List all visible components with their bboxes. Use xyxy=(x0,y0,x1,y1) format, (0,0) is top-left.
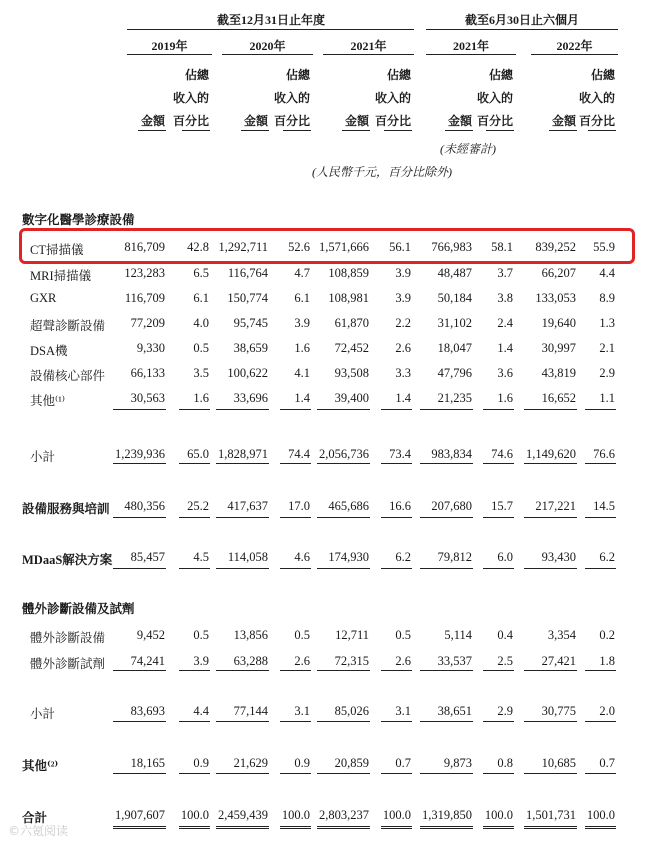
cell-pct: 0.5 xyxy=(193,628,209,642)
cell-amount: 116,709 xyxy=(124,291,165,305)
cell-pct: 6.2 xyxy=(395,550,411,564)
table-rule xyxy=(483,568,514,569)
unit-note: (人民幣千元，百分比除外) xyxy=(312,165,452,179)
section-title-other: 其他⁽²⁾ xyxy=(22,759,59,773)
cell-amount: 1,907,607 xyxy=(115,808,165,822)
year-header: 2019年 xyxy=(151,39,188,53)
table-rule xyxy=(524,670,577,671)
cell-amount: 108,859 xyxy=(328,266,369,280)
pct-header: 收入的 xyxy=(578,91,615,105)
table-rule xyxy=(524,568,577,569)
table-rule xyxy=(420,773,473,774)
table-rule xyxy=(317,568,370,569)
table-rule xyxy=(179,670,210,671)
highlight-box xyxy=(19,228,635,264)
cell-pct: 0.8 xyxy=(497,756,513,770)
cell-pct: 3.9 xyxy=(193,654,209,668)
cell-amount: 133,053 xyxy=(535,291,576,305)
cell-pct: 2.6 xyxy=(395,654,411,668)
cell-amount: 10,685 xyxy=(541,756,576,770)
cell-amount: 1,319,850 xyxy=(422,808,472,822)
cell-pct: 0.9 xyxy=(193,756,209,770)
cell-amount: 1,292,711 xyxy=(218,240,268,254)
row-label: 其他⁽¹⁾ xyxy=(30,394,65,408)
cell-amount: 79,812 xyxy=(437,550,472,564)
cell-amount: 9,452 xyxy=(136,628,165,642)
cell-amount: 72,315 xyxy=(334,654,369,668)
row-label: 小計 xyxy=(30,707,56,721)
cell-amount: 63,288 xyxy=(233,654,268,668)
cell-amount: 207,680 xyxy=(431,499,472,513)
table-rule xyxy=(216,568,269,569)
table-rule xyxy=(317,409,370,410)
cell-pct: 42.8 xyxy=(187,240,209,254)
cell-pct: 1.3 xyxy=(599,316,615,330)
cell-pct: 4.4 xyxy=(599,266,615,280)
cell-amount: 1,501,731 xyxy=(526,808,576,822)
pct-header: 佔總 xyxy=(386,68,411,82)
cell-amount: 2,459,439 xyxy=(218,808,268,822)
table-rule xyxy=(524,826,577,829)
table-rule xyxy=(483,517,514,518)
table-rule xyxy=(216,517,269,518)
row-label: 體外診斷設備 xyxy=(30,631,106,645)
table-rule xyxy=(420,826,473,829)
cell-amount: 19,640 xyxy=(541,316,576,330)
cell-amount: 21,235 xyxy=(437,391,472,405)
table-rule xyxy=(179,721,210,722)
pct-header: 收入的 xyxy=(476,91,513,105)
cell-pct: 1.4 xyxy=(395,391,411,405)
table-rule xyxy=(588,130,616,131)
cell-amount: 38,651 xyxy=(437,704,472,718)
year-header: 2021年 xyxy=(452,39,489,53)
table-rule xyxy=(280,463,311,464)
pct-header: 佔總 xyxy=(285,68,310,82)
cell-pct: 25.2 xyxy=(187,499,209,513)
pct-header: 百分比 xyxy=(476,114,513,128)
cell-pct: 1.4 xyxy=(497,341,513,355)
cell-pct: 4.1 xyxy=(294,366,310,380)
table-rule xyxy=(585,517,616,518)
cell-amount: 1,828,971 xyxy=(218,447,268,461)
cell-amount: 9,330 xyxy=(136,341,165,355)
table-rule xyxy=(524,463,577,464)
cell-amount: 93,508 xyxy=(334,366,369,380)
table-rule xyxy=(381,463,412,464)
table-rule xyxy=(420,463,473,464)
pct-header: 佔總 xyxy=(590,68,615,82)
year-header: 2022年 xyxy=(556,39,593,53)
cell-pct: 2.5 xyxy=(497,654,513,668)
cell-amount: 21,629 xyxy=(233,756,268,770)
table-rule xyxy=(483,670,514,671)
cell-amount: 48,487 xyxy=(437,266,472,280)
table-rule xyxy=(113,463,166,464)
cell-pct: 1.6 xyxy=(193,391,209,405)
table-rule xyxy=(585,826,616,829)
cell-amount: 3,354 xyxy=(547,628,576,642)
pct-header: 百分比 xyxy=(374,114,411,128)
table-rule xyxy=(585,773,616,774)
cell-pct: 0.5 xyxy=(395,628,411,642)
pct-header: 百分比 xyxy=(578,114,615,128)
table-rule xyxy=(179,568,210,569)
cell-amount: 5,114 xyxy=(444,628,472,642)
table-rule xyxy=(585,568,616,569)
cell-pct: 100.0 xyxy=(484,808,513,822)
cell-pct: 1.4 xyxy=(294,391,310,405)
cell-amount: 95,745 xyxy=(233,316,268,330)
table-rule xyxy=(524,721,577,722)
row-label: 小計 xyxy=(30,450,56,464)
table-rule xyxy=(483,409,514,410)
amount-header: 金額 xyxy=(243,114,268,128)
cell-pct: 6.0 xyxy=(497,550,513,564)
pct-header: 收入的 xyxy=(374,91,411,105)
year-header: 2021年 xyxy=(350,39,387,53)
cell-amount: 27,421 xyxy=(541,654,576,668)
cell-pct: 1.6 xyxy=(294,341,310,355)
table-rule xyxy=(381,826,412,829)
table-rule xyxy=(585,721,616,722)
cell-amount: 47,796 xyxy=(437,366,472,380)
table-rule xyxy=(280,409,311,410)
cell-amount: 417,637 xyxy=(227,499,268,513)
cell-amount: 465,686 xyxy=(328,499,369,513)
table-rule xyxy=(127,54,212,55)
table-rule xyxy=(179,409,210,410)
table-rule xyxy=(179,826,210,829)
cell-amount: 983,834 xyxy=(431,447,472,461)
table-rule xyxy=(283,130,311,131)
cell-pct: 4.7 xyxy=(294,266,310,280)
table-rule xyxy=(585,409,616,410)
table-rule xyxy=(127,29,414,30)
cell-pct: 4.6 xyxy=(294,550,310,564)
table-rule xyxy=(113,773,166,774)
cell-pct: 15.7 xyxy=(491,499,513,513)
row-label: DSA機 xyxy=(30,344,68,358)
cell-pct: 3.5 xyxy=(193,366,209,380)
cell-amount: 85,457 xyxy=(130,550,165,564)
table-rule xyxy=(280,517,311,518)
cell-amount: 85,026 xyxy=(334,704,369,718)
table-rule xyxy=(317,826,370,829)
row-label: CT掃描儀 xyxy=(30,243,84,257)
cell-pct: 100.0 xyxy=(281,808,310,822)
cell-pct: 6.1 xyxy=(294,291,310,305)
table-rule xyxy=(483,773,514,774)
table-rule xyxy=(216,409,269,410)
cell-pct: 74.6 xyxy=(491,447,513,461)
row-label: GXR xyxy=(30,291,57,305)
table-rule xyxy=(420,517,473,518)
table-rule xyxy=(585,670,616,671)
cell-pct: 2.2 xyxy=(395,316,411,330)
table-rule xyxy=(384,130,412,131)
cell-amount: 116,764 xyxy=(227,266,268,280)
cell-pct: 0.4 xyxy=(497,628,513,642)
cell-amount: 39,400 xyxy=(334,391,369,405)
table-rule xyxy=(216,773,269,774)
cell-pct: 2.4 xyxy=(497,316,513,330)
cell-amount: 1,571,666 xyxy=(319,240,369,254)
cell-pct: 4.4 xyxy=(193,704,209,718)
cell-amount: 114,058 xyxy=(227,550,268,564)
table-rule xyxy=(317,670,370,671)
table-rule xyxy=(113,721,166,722)
pct-header: 佔總 xyxy=(184,68,209,82)
cell-amount: 83,693 xyxy=(130,704,165,718)
table-rule xyxy=(280,670,311,671)
table-rule xyxy=(317,721,370,722)
cell-amount: 174,930 xyxy=(328,550,369,564)
cell-pct: 6.5 xyxy=(193,266,209,280)
year-header: 2020年 xyxy=(249,39,286,53)
cell-amount: 150,774 xyxy=(227,291,268,305)
table-rule xyxy=(483,721,514,722)
cell-amount: 50,184 xyxy=(437,291,472,305)
cell-pct: 3.1 xyxy=(395,704,411,718)
cell-pct: 1.8 xyxy=(599,654,615,668)
cell-pct: 14.5 xyxy=(593,499,615,513)
cell-amount: 217,221 xyxy=(535,499,576,513)
cell-pct: 1.6 xyxy=(497,391,513,405)
table-rule xyxy=(483,463,514,464)
table-rule xyxy=(216,721,269,722)
cell-pct: 2.6 xyxy=(395,341,411,355)
cell-amount: 16,652 xyxy=(541,391,576,405)
cell-pct: 1.1 xyxy=(599,391,615,405)
table-rule xyxy=(585,463,616,464)
cell-amount: 30,997 xyxy=(541,341,576,355)
table-rule xyxy=(549,130,577,131)
cell-amount: 43,819 xyxy=(541,366,576,380)
cell-amount: 13,856 xyxy=(233,628,268,642)
cell-amount: 77,144 xyxy=(233,704,268,718)
cell-pct: 0.2 xyxy=(599,628,615,642)
cell-amount: 839,252 xyxy=(535,240,576,254)
cell-amount: 33,537 xyxy=(437,654,472,668)
row-label: 設備核心部件 xyxy=(30,369,106,383)
cell-amount: 61,870 xyxy=(334,316,369,330)
cell-amount: 100,622 xyxy=(227,366,268,380)
table-rule xyxy=(222,54,313,55)
pct-header: 百分比 xyxy=(172,114,209,128)
table-rule xyxy=(420,409,473,410)
table-rule xyxy=(524,409,577,410)
cell-pct: 3.7 xyxy=(497,266,513,280)
cell-pct: 3.9 xyxy=(294,316,310,330)
table-rule xyxy=(113,670,166,671)
table-rule xyxy=(381,568,412,569)
cell-pct: 4.5 xyxy=(193,550,209,564)
amount-header: 金額 xyxy=(140,114,165,128)
unaudited-note: (未經審計) xyxy=(440,142,496,156)
cell-amount: 77,209 xyxy=(130,316,165,330)
table-rule xyxy=(486,130,514,131)
table-rule xyxy=(426,54,516,55)
cell-pct: 52.6 xyxy=(288,240,310,254)
row-label: 體外診斷試劑 xyxy=(30,657,106,671)
cell-amount: 66,207 xyxy=(541,266,576,280)
cell-pct: 2.9 xyxy=(497,704,513,718)
cell-pct: 8.9 xyxy=(599,291,615,305)
cell-amount: 766,983 xyxy=(431,240,472,254)
table-rule xyxy=(280,773,311,774)
cell-pct: 3.8 xyxy=(497,291,513,305)
table-rule xyxy=(381,409,412,410)
table-rule xyxy=(216,670,269,671)
cell-amount: 93,430 xyxy=(541,550,576,564)
cell-amount: 123,283 xyxy=(124,266,165,280)
section-title-service: 設備服務與培訓 xyxy=(22,502,110,516)
table-rule xyxy=(317,773,370,774)
table-rule xyxy=(381,670,412,671)
table-rule xyxy=(531,54,618,55)
cell-amount: 816,709 xyxy=(124,240,165,254)
cell-pct: 16.6 xyxy=(389,499,411,513)
table-rule xyxy=(280,826,311,829)
cell-pct: 65.0 xyxy=(187,447,209,461)
table-rule xyxy=(381,517,412,518)
cell-amount: 2,056,736 xyxy=(319,447,369,461)
table-rule xyxy=(317,517,370,518)
table-rule xyxy=(524,517,577,518)
cell-pct: 0.5 xyxy=(193,341,209,355)
cell-pct: 3.6 xyxy=(497,366,513,380)
cell-amount: 9,873 xyxy=(443,756,472,770)
cell-pct: 100.0 xyxy=(180,808,209,822)
period-header-6m: 截至6月30日止六個月 xyxy=(464,13,579,27)
table-rule xyxy=(420,721,473,722)
cell-amount: 480,356 xyxy=(124,499,165,513)
cell-pct: 3.3 xyxy=(395,366,411,380)
cell-amount: 66,133 xyxy=(130,366,165,380)
cell-amount: 30,775 xyxy=(541,704,576,718)
cell-pct: 2.9 xyxy=(599,366,615,380)
period-header-fy: 截至12月31日止年度 xyxy=(216,13,325,27)
cell-pct: 73.4 xyxy=(389,447,411,461)
section-title-total: 合計 xyxy=(22,811,48,825)
cell-amount: 38,659 xyxy=(233,341,268,355)
cell-pct: 100.0 xyxy=(382,808,411,822)
cell-amount: 108,981 xyxy=(328,291,369,305)
cell-pct: 6.1 xyxy=(193,291,209,305)
amount-header: 金額 xyxy=(551,114,576,128)
table-rule xyxy=(323,54,414,55)
cell-pct: 58.1 xyxy=(491,240,513,254)
cell-amount: 18,047 xyxy=(437,341,472,355)
cell-amount: 33,696 xyxy=(233,391,268,405)
cell-amount: 20,859 xyxy=(334,756,369,770)
table-rule xyxy=(179,773,210,774)
cell-pct: 74.4 xyxy=(288,447,310,461)
cell-pct: 4.0 xyxy=(193,316,209,330)
section-title-mdaas: MDaaS解決方案 xyxy=(22,553,113,567)
table-rule xyxy=(280,721,311,722)
cell-amount: 1,149,620 xyxy=(526,447,576,461)
table-rule xyxy=(317,463,370,464)
amount-header: 金額 xyxy=(344,114,369,128)
table-rule xyxy=(483,826,514,829)
pct-header: 百分比 xyxy=(273,114,310,128)
table-rule xyxy=(113,517,166,518)
table-rule xyxy=(381,773,412,774)
cell-pct: 100.0 xyxy=(586,808,615,822)
table-rule xyxy=(241,130,269,131)
cell-amount: 72,452 xyxy=(334,341,369,355)
cell-amount: 18,165 xyxy=(130,756,165,770)
cell-pct: 56.1 xyxy=(389,240,411,254)
cell-pct: 2.1 xyxy=(599,341,615,355)
pct-header: 收入的 xyxy=(273,91,310,105)
cell-pct: 2.0 xyxy=(599,704,615,718)
section-title-digital: 數字化醫學診療設備 xyxy=(22,213,135,227)
section-title-ivd: 體外診斷設備及試劑 xyxy=(22,602,135,616)
cell-pct: 0.5 xyxy=(294,628,310,642)
row-label: 超聲診斷設備 xyxy=(30,319,106,333)
cell-pct: 17.0 xyxy=(288,499,310,513)
table-rule xyxy=(113,568,166,569)
cell-pct: 3.9 xyxy=(395,266,411,280)
cell-pct: 2.6 xyxy=(294,654,310,668)
cell-pct: 6.2 xyxy=(599,550,615,564)
amount-header: 金額 xyxy=(447,114,472,128)
cell-amount: 2,803,237 xyxy=(319,808,369,822)
table-rule xyxy=(342,130,370,131)
cell-amount: 1,239,936 xyxy=(115,447,165,461)
table-rule xyxy=(426,29,618,30)
table-rule xyxy=(445,130,473,131)
pct-header: 收入的 xyxy=(172,91,209,105)
pct-header: 佔總 xyxy=(488,68,513,82)
cell-pct: 0.7 xyxy=(599,756,615,770)
cell-pct: 3.9 xyxy=(395,291,411,305)
watermark: ©六氪阅读 xyxy=(8,824,69,838)
table-rule xyxy=(280,568,311,569)
cell-pct: 0.7 xyxy=(395,756,411,770)
table-rule xyxy=(182,130,210,131)
cell-pct: 76.6 xyxy=(593,447,615,461)
cell-pct: 55.9 xyxy=(593,240,615,254)
table-rule xyxy=(216,463,269,464)
table-rule xyxy=(113,409,166,410)
cell-pct: 0.9 xyxy=(294,756,310,770)
cell-pct: 3.1 xyxy=(294,704,310,718)
table-rule xyxy=(216,826,269,829)
cell-amount: 31,102 xyxy=(437,316,472,330)
table-rule xyxy=(420,670,473,671)
cell-amount: 30,563 xyxy=(130,391,165,405)
cell-amount: 74,241 xyxy=(130,654,165,668)
table-rule xyxy=(179,463,210,464)
table-rule xyxy=(524,773,577,774)
table-rule xyxy=(179,517,210,518)
cell-amount: 12,711 xyxy=(335,628,369,642)
table-rule xyxy=(381,721,412,722)
table-rule xyxy=(113,826,166,829)
table-rule xyxy=(420,568,473,569)
row-label: MRI掃描儀 xyxy=(30,269,92,283)
table-rule xyxy=(138,130,166,131)
